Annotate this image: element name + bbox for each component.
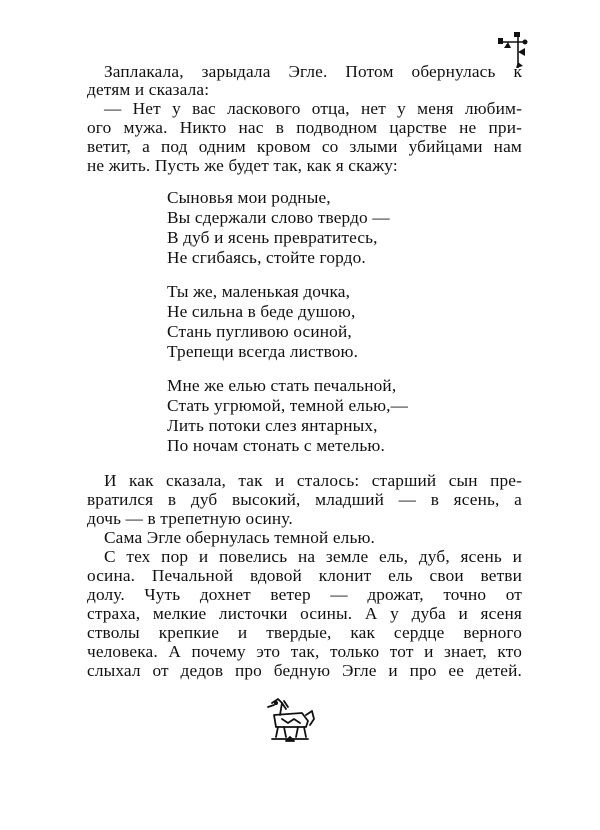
horse-vignette-icon bbox=[262, 693, 318, 745]
poem-line: Ты же, маленькая дочка, bbox=[167, 282, 351, 301]
poem-line: Стань пугливою осиной, bbox=[167, 322, 352, 341]
speech-line-1: — Нет у вас ласкового отца, нет у меня любим- bbox=[104, 99, 522, 118]
speech-line-4: не жить. Пусть же будет так, как я скажу: bbox=[87, 156, 398, 175]
ending-line: И как сказала, так и сталось: старший сын пре- bbox=[104, 471, 522, 490]
speech-line-3: ветит, а под одним кровом со злыми убийцами нам bbox=[87, 137, 522, 156]
poem-line: По ночам стонать с метелью. bbox=[167, 436, 385, 455]
ending-line: дочь — в трепетную осину. bbox=[87, 509, 293, 528]
ending-line: слыхал от дедов про бедную Эгле и про ее детей. bbox=[87, 661, 522, 680]
poem-line: Вы сдержали слово твердо — bbox=[167, 208, 390, 227]
ending-line: Сама Эгле обернулась темной елью. bbox=[104, 528, 376, 547]
poem-line: Мне же елью стать печальной, bbox=[167, 376, 397, 395]
poem-line: Не сгибаясь, стойте гордо. bbox=[167, 248, 366, 267]
ending-line: страха, мелкие листочки осины. А у дуба и ясеня bbox=[87, 604, 522, 623]
intro-line-2: детям и сказала: bbox=[87, 80, 210, 99]
ending-line: вратился в дуб высокий, младший — в ясень, а bbox=[87, 490, 522, 509]
poem-line: Сыновья мои родные, bbox=[167, 188, 331, 207]
poem-line: Лить потоки слез янтарных, bbox=[167, 416, 378, 435]
ending-line: долу. Чуть дохнет ветер — дрожат, точно от bbox=[87, 585, 522, 604]
ending-line: С тех пор и повелись на земле ель, дуб, ясень и bbox=[104, 547, 522, 566]
poem-line: В дуб и ясень превратитесь, bbox=[167, 228, 378, 247]
speech-line-2: ого мужа. Никто нас в подводном царстве не при- bbox=[87, 118, 522, 137]
ending-line: стволы крепкие и твердые, как сердце верного bbox=[87, 623, 522, 642]
ending-line: осина. Печальной вдовой клонит ель свои ветви bbox=[87, 566, 522, 585]
poem-line: Стать угрюмой, темной елью,— bbox=[167, 396, 409, 415]
intro-line-1: Заплакала, зарыдала Эгле. Потом обернулась к bbox=[104, 62, 522, 81]
ending-line: человека. А почему это так, только тот и знает, кто bbox=[87, 642, 522, 661]
poem-line: Не сильна в беде душою, bbox=[167, 302, 356, 321]
poem-line: Трепещи всегда листвою. bbox=[167, 342, 359, 361]
